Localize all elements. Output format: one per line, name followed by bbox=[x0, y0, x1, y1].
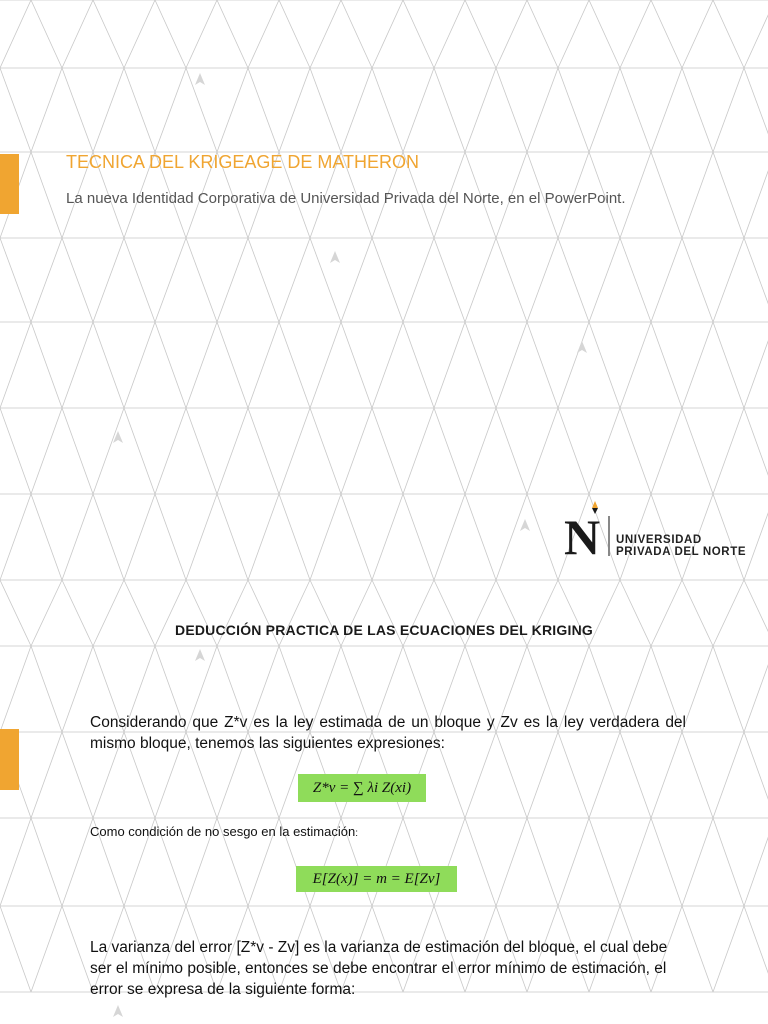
expectation-formula-text: E[Z(x)] = m = E[Zv] bbox=[312, 870, 441, 887]
unbiased-condition-note bbox=[90, 824, 358, 839]
university-name-line1: UNIVERSIDAD bbox=[616, 534, 702, 546]
university-logo bbox=[564, 498, 754, 558]
upn-n-emblem-icon bbox=[564, 498, 616, 558]
title-accent-bar bbox=[0, 154, 19, 214]
unbiased-condition-colon: : bbox=[355, 828, 358, 839]
university-name bbox=[616, 534, 746, 558]
svg-text:N: N bbox=[564, 509, 601, 558]
expectation-formula bbox=[296, 866, 457, 892]
slide-subtitle: La nueva Identidad Corporativa de Universidad Privada del Norte, en el PowerPoint. bbox=[66, 190, 626, 207]
university-name-line2: PRIVADA DEL NORTE bbox=[616, 546, 747, 558]
section-heading: DEDUCCIÓN PRACTICA DE LAS ECUACIONES DEL KRIGING bbox=[175, 622, 593, 638]
intro-paragraph: Considerando que Z*v es la ley estimada de un bloque y Zv es la ley verdadera del mismo bloque, tenemos las siguientes expresiones: bbox=[90, 714, 686, 752]
variance-paragraph: La varianza del error [Z*v - Zv] es la varianza de estimación del bloque, el cual debe ser el mínimo posible, entonces se debe encontrar el error mínimo de estimación, el error se expresa de la siguiente forma: bbox=[90, 939, 668, 998]
content-accent-bar bbox=[0, 729, 19, 790]
estimator-formula-text: Z*v = ∑ λi Z(xi) bbox=[312, 779, 412, 796]
slide-title: TECNICA DEL KRIGEAGE DE MATHERON bbox=[66, 152, 420, 172]
unbiased-condition-text: Como condición de no sesgo en la estimación bbox=[90, 824, 356, 839]
estimator-formula bbox=[298, 774, 426, 802]
